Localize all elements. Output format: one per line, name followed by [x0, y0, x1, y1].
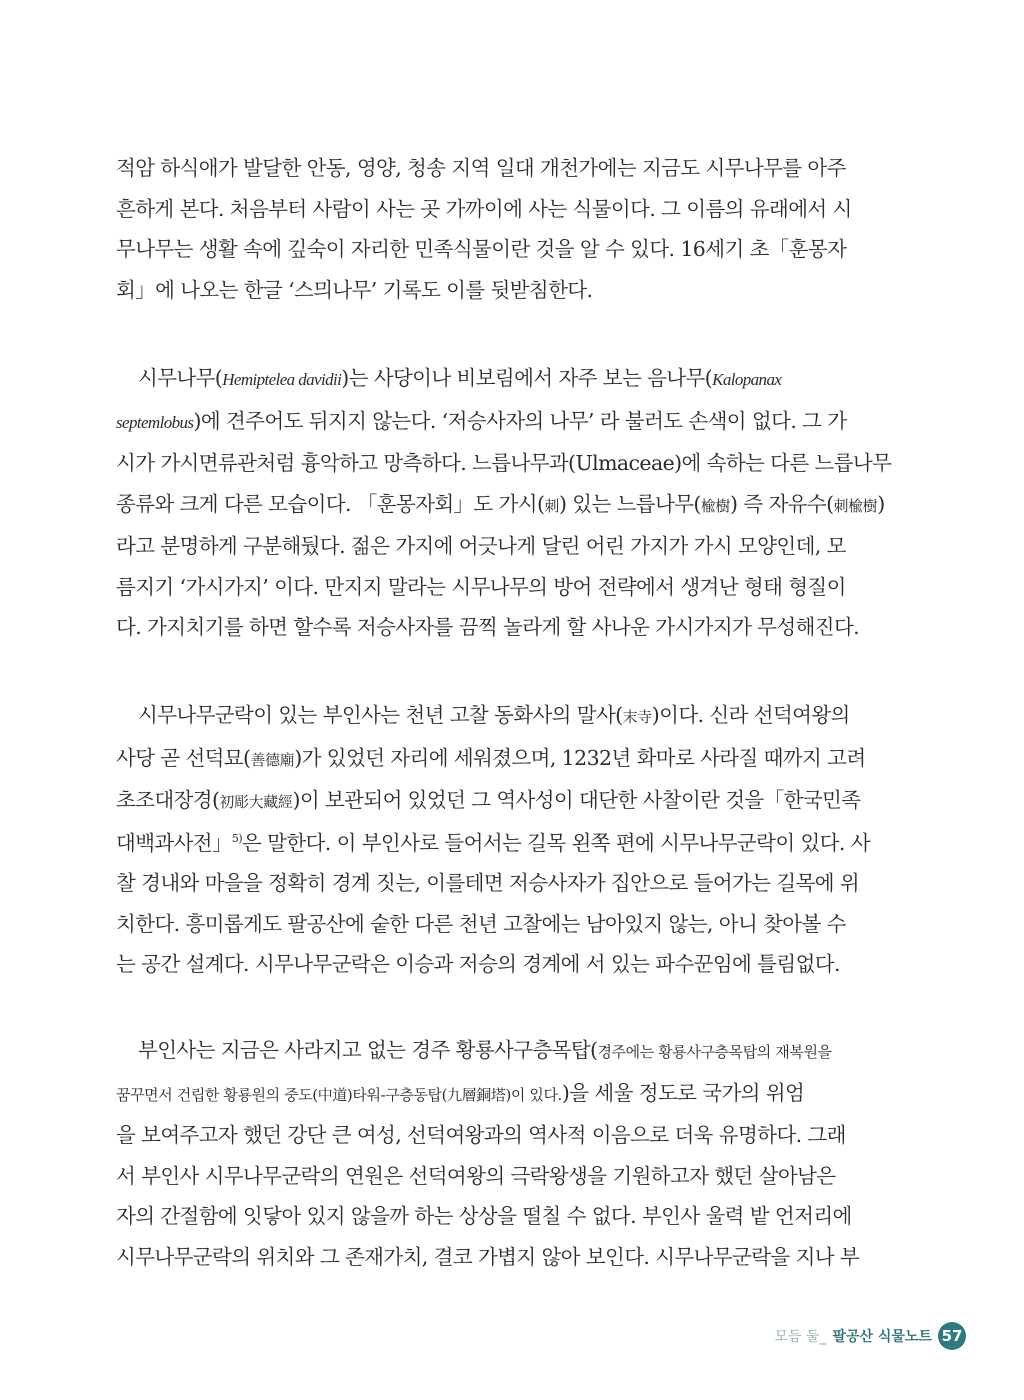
- hanja-run: 刺: [544, 496, 559, 515]
- text-run: )가 있었던 자리에 세워졌으며, 1232년 화마로 사라질 때까지 고려: [294, 745, 866, 770]
- text-line: 찰 경내와 마을을 정확히 경계 짓는, 이를테면 저승사자가 집안으로 들어가는 길목에 위: [116, 871, 860, 895]
- text-run: )는 사당이나 비보림에서 자주 보는 음나무(: [341, 366, 713, 390]
- text-line: [116, 1030, 898, 1073]
- text-line: 서 부인사 시무나무군락의 연원은 선덕여왕의 극락왕생을 기원하고자 했던 살아남은: [116, 1163, 836, 1188]
- scientific-name: septemlobus: [116, 412, 194, 432]
- inline-note: 경주에는 황룡사구층목탑의 재복원을: [597, 1043, 832, 1061]
- text-line: 름지기 ‘가시가지’ 이다. 만지지 말라는 시무나무의 방어 전략에서 생겨난 형태 형질이: [116, 574, 846, 599]
- text-line: 시가 가시면류관처럼 흉악하고 망측하다. 느릅나무과(Ulmaceae)에 속하는 다른 느릅나무: [116, 451, 892, 475]
- hanja-run: 末寺: [622, 708, 652, 726]
- text-line: [116, 738, 898, 781]
- text-line: [116, 780, 898, 823]
- text-run: 사당 곧 선덕묘(: [116, 745, 251, 770]
- inline-note: 꿈꾸면서 건립한 황룡원의 중도(中道)타워-구층동탑(九層銅塔)이 있다.: [116, 1085, 562, 1104]
- paragraph-2: [116, 358, 898, 648]
- page-footer: [774, 1321, 966, 1351]
- paragraph-3: [116, 695, 898, 985]
- text-line: [116, 401, 898, 444]
- text-line: 회」에 나오는 한글 ‘스믜나무’ 기록도 이를 뒷받침한다.: [116, 277, 593, 302]
- text-line: 라고 분명하게 구분해뒀다. 젊은 가지에 어긋나게 달린 어린 가지가 가시 모양인데, 모: [116, 534, 846, 558]
- hanja-run: 善德廟: [250, 750, 295, 769]
- text-run: ) 있는 느릅나무(: [558, 491, 701, 516]
- text-line: [116, 1073, 898, 1116]
- text-line: 는 공간 설계다. 시무나무군락은 이승과 저승의 경계에 서 있는 파수꾼임에 틀림없다.: [116, 952, 840, 976]
- footnote-marker: 5): [231, 831, 243, 845]
- text-run: )이다. 신라 선덕여왕의: [651, 703, 850, 727]
- scientific-name: Kalopanax: [712, 370, 782, 389]
- text-line: [116, 823, 898, 864]
- text-run: 종류와 크게 다른 모습이다. 「훈몽자회」도 가시(: [116, 491, 545, 516]
- hanja-run: 楡樹: [700, 496, 731, 515]
- text-line: 을 보여주고자 했던 강단 큰 여성, 선덕여왕과의 역사적 이음으로 더욱 유명하다. 그래: [116, 1123, 846, 1147]
- paragraph-1: [116, 148, 898, 310]
- text-line: [116, 695, 898, 738]
- text-run: )에 견주어도 뒤지지 않는다. ‘저승사자의 나무’ 라 불러도 손색이 없다. 그 가: [193, 408, 847, 433]
- text-run: 대백과사전」: [116, 830, 232, 855]
- paragraph-4: [116, 1030, 898, 1277]
- text-run: 시무나무(: [138, 366, 223, 390]
- chapter-title: 팔공산 식물노트: [832, 1329, 932, 1345]
- text-run: )이 보관되어 있었던 그 역사성이 대단한 사찰이란 것을「한국민족: [292, 788, 861, 812]
- text-line: 시무나무군락의 위치와 그 존재가치, 결코 가볍지 않아 보인다. 시무나무군락을 지나 부: [116, 1244, 860, 1269]
- text-line: [116, 484, 898, 527]
- text-run: )을 세울 정도로 국가의 위엄: [561, 1080, 805, 1105]
- hanja-run: 初彫大藏經: [219, 793, 293, 811]
- book-section-label: 모듬 둘_: [774, 1329, 827, 1345]
- text-line: 적암 하식애가 발달한 안동, 영양, 청송 지역 일대 개천가에는 지금도 시무나무를 아주: [116, 156, 846, 180]
- text-line: 흔하게 본다. 처음부터 사람이 사는 곳 가까이에 사는 식물이다. 그 이름의 유래에서 시: [116, 196, 852, 221]
- text-run: ): [877, 491, 885, 516]
- text-run: 시무나무군락이 있는 부인사는 천년 고찰 동화사의 말사(: [138, 703, 623, 727]
- text-run: ) 즉 자유수(: [730, 491, 834, 516]
- text-line: 치한다. 흥미롭게도 팔공산에 숱한 다른 천년 고찰에는 남아있지 않는, 아니 찾아볼 수: [116, 911, 846, 936]
- text-run: 부인사는 지금은 사라지고 없는 경주 황룡사구층목탑(: [138, 1038, 598, 1062]
- text-line: 무나무는 생활 속에 깊숙이 자리한 민족식물이란 것을 알 수 있다. 16세기 초「훈몽자: [116, 237, 847, 261]
- text-run: 은 말한다. 이 부인사로 들어서는 길목 왼쪽 편에 시무나무군락이 있다. 사: [242, 830, 870, 855]
- text-line: 다. 가지치기를 하면 할수록 저승사자를 끔찍 놀라게 할 사나운 가시가지가 무성해진다.: [116, 615, 860, 639]
- page-number-badge: 57: [938, 1322, 966, 1350]
- text-line: 자의 간절함에 잇닿아 있지 않을까 하는 상상을 떨칠 수 없다. 부인사 울력 밭 언저리에: [116, 1204, 852, 1228]
- text-run: 초조대장경(: [116, 788, 220, 812]
- hanja-run: 刺楡樹: [833, 496, 878, 515]
- scientific-name: Hemiptelea davidii: [222, 370, 342, 389]
- text-line: [116, 358, 898, 401]
